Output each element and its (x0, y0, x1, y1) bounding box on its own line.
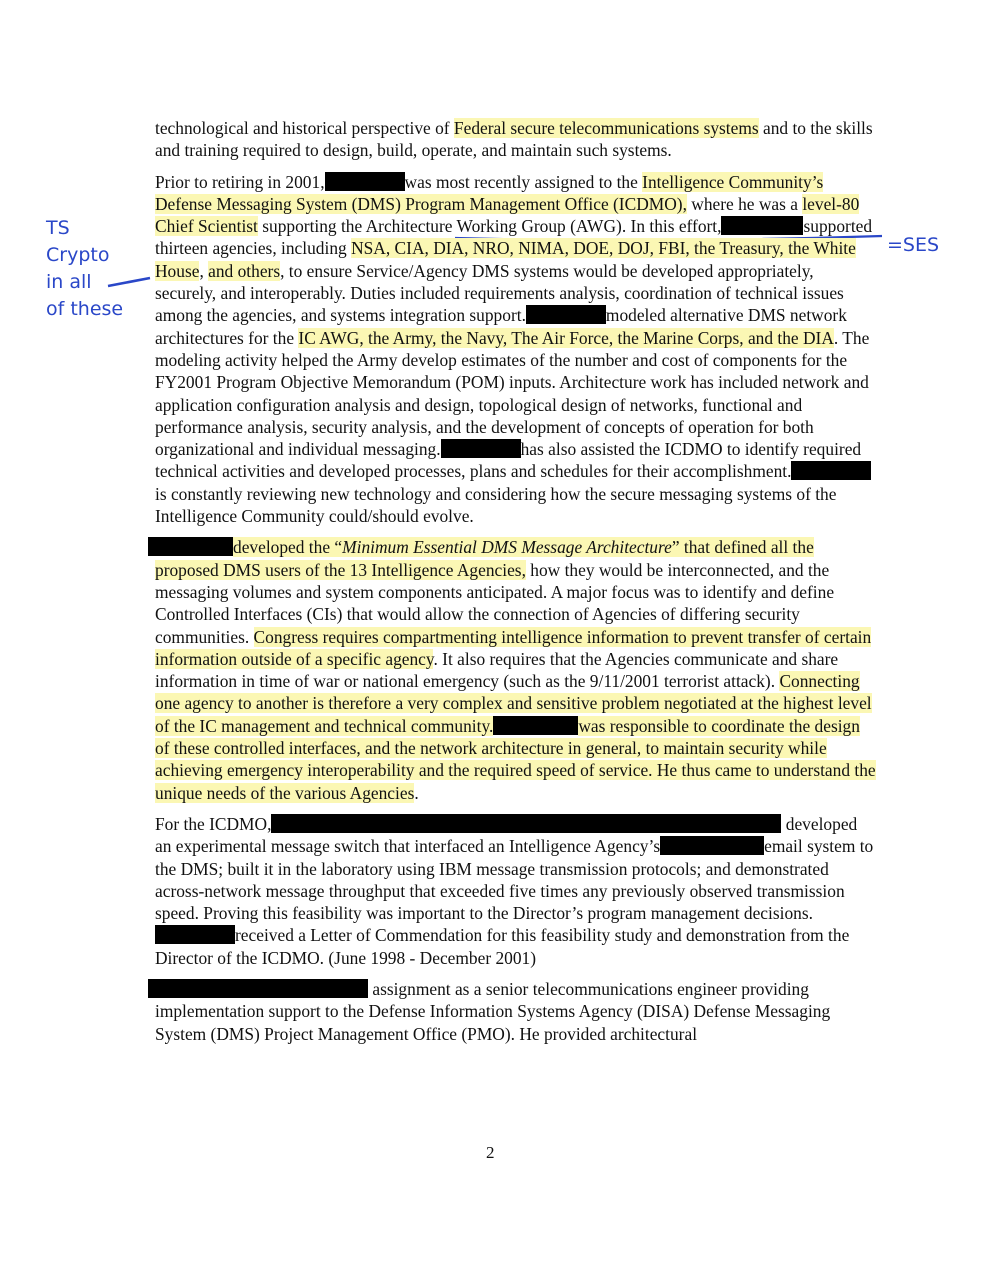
margin-note-line: Crypto (46, 244, 110, 266)
highlighted-text: Congress requires compartmenting intelligence information to prevent transfer of certain information outside of a specific agency (155, 626, 872, 669)
body-text (155, 117, 877, 1054)
redaction-block (493, 716, 578, 735)
highlighted-text: developed the “ (233, 537, 343, 558)
text-run: was most recently assigned to the (404, 171, 643, 192)
text-run: Prior to retiring in 2001, (155, 171, 325, 192)
highlighted-title: Minimum Essential DMS Message Architecture (342, 537, 672, 558)
text-run: . (414, 782, 419, 803)
redaction-block (660, 836, 712, 855)
paragraph-5 (155, 978, 877, 1045)
paragraph-2 (155, 171, 877, 528)
highlighted-text: and others (208, 260, 281, 281)
text-run: received a Letter of Commendation for this feasibility study and demonstration from the Director of the ICDMO. (June 1998 - December 2001) (155, 925, 850, 968)
text-run: technological and historical perspective of (155, 118, 454, 138)
redaction-block (155, 925, 235, 944)
redaction-block (441, 439, 521, 458)
text-run: supported thirteen agencies, including (155, 216, 873, 259)
text-run: supporting the Architecture Working Group (AWG). In this effort, (257, 216, 722, 237)
paragraph-3 (155, 536, 877, 804)
text-run: assignment as a senior telecommunications engineer providing implementation support to the Defense Information Systems Agency (DISA) Defense Messaging System (DMS) Project Management Office (PMO). He provided architectural (155, 978, 831, 1044)
margin-note-right: =SES (887, 234, 940, 256)
text-run: . The modeling activity helped the Army develop estimates of the number and cost of components for the FY2001 Program Objective Memorandum (POM) inputs. Architecture work has included network and application configuration analysis and design, topological design of networks, functional and performance analysis, security analysis, and the development of concepts of operation for both organizational and individual messaging. (155, 327, 870, 460)
highlighted-text: Connecting one agency to another is therefore a very complex and sensitive problem negotiated at the highest level of the IC management and technical community. (155, 671, 872, 736)
highlighted-text: IC AWG, the Army, the Navy, The Air Force, the Marine Corps, and the DIA (298, 327, 834, 348)
paragraph-1 (155, 117, 877, 162)
redaction-block (526, 305, 606, 324)
margin-note-line: in all (46, 271, 92, 293)
text-run: email system to the DMS; built it in the laboratory using IBM message transmission protocols; and demonstrated across-network message throughput that exceeded five times any previously observed transmission speed. Proving this feasibility was important to the Director’s program management decisions. (155, 836, 874, 924)
text-run: is constantly reviewing new technology and considering how the secure messaging systems of the Intelligence Community could/should evolve. (155, 483, 837, 527)
highlighted-text: was responsible to coordinate the design of these controlled interfaces, and the network architecture in general, to maintain security while achieving emergency interoperability and the required speed of service. He thus came to understand the unique needs of the various Agencies (155, 715, 876, 803)
redaction-block (148, 537, 233, 556)
margin-note-left (46, 215, 123, 323)
redaction-block (271, 814, 781, 833)
redaction-block (791, 461, 871, 480)
highlighted-text: NSA, CIA, DIA, NRO, NIMA, DOE, DOJ, FBI, the Treasury, the White House (155, 238, 856, 281)
page-number: 2 (486, 1143, 495, 1162)
redaction-block (721, 216, 803, 235)
redaction-block (148, 979, 368, 998)
margin-note-line: of these (46, 298, 124, 320)
paragraph-4 (155, 813, 877, 969)
highlighted-text: Federal secure telecommunications systems (453, 118, 759, 138)
highlighted-text: Intelligence Community’s Defense Messaging System (DMS) Program Management Office (ICDMO), (155, 171, 824, 214)
text-run: , (199, 260, 209, 281)
text-run: . It also requires that the Agencies communicate and share information in time of war or national emergency (such as the 9/11/2001 terrorist attack). (155, 648, 839, 692)
redaction-block (712, 836, 764, 855)
text-run: has also assisted the ICDMO to identify required technical activities and developed processes, plans and schedules for their accomplishment. (155, 439, 862, 482)
text-run: For the ICDMO, (155, 813, 272, 834)
text-run: where he was a (686, 193, 803, 214)
highlighted-text: ” that defined all the proposed DMS users of the 13 Intelligence Agencies, (155, 537, 814, 580)
redaction-block (325, 172, 405, 191)
text-run: developed an experimental message switch that interfaced an Intelligence Agency’s (155, 813, 858, 857)
text-run: modeled alternative DMS network architectures for the (155, 305, 847, 348)
margin-note-line: TS (46, 217, 70, 239)
text-run: and to the skills and training required to design, build, operate, and maintain such systems. (155, 118, 873, 161)
highlighted-text: level-80 Chief Scientist (155, 193, 860, 237)
text-run: , to ensure Service/Agency DMS systems would be developed appropriately, securely, and interoperably. Duties included requirements analysis, coordination of technical issues among the agencies, and systems integration support. (155, 260, 844, 326)
text-run: how they would be interconnected, and the messaging volumes and system components anticipated. A major focus was to identify and define Controlled Interfaces (CIs) that would allow the connection of Agencies of differing security communities. (155, 559, 835, 647)
